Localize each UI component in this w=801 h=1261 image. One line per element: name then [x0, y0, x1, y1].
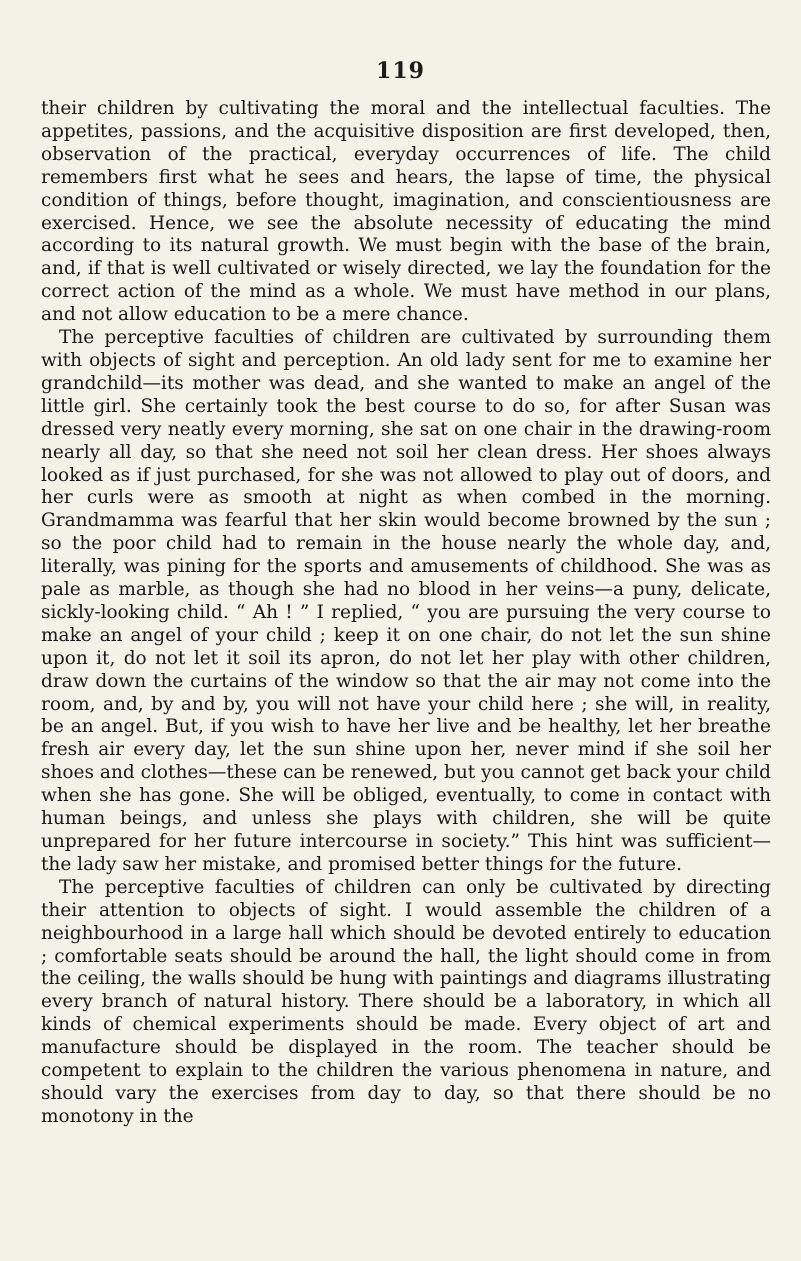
paragraph-2: The perceptive faculties of children are cultivated by surrounding them with objects of sight and perception. An old lady sent for me to examine her grandchild—its mother was dead, and she wanted to make an angel of the little girl. She certainly took the best course to do so, for after Susan was dressed very neatly every morning, she sat on one chair in the drawing-room nearly all day, so that she need not soil her clean dress. Her shoes always looked as if just purchased, for she was not allowed to play out of doors, and her curls were as smooth at night as when combed in the morning. Grandmamma was fearful that her skin would become browned by the sun ; so the poor child had to remain in the house nearly the whole day, and, literally, was pining for the sports and amusements of childhood. She was as pale as marble, as though she had no blood in her veins—a puny, delicate, sickly-looking child. “ Ah ! ” I replied, “ you are pursuing the very course to make an angel of your child ; keep it on one chair, do not let the sun shine upon it, do not let it soil its apron, do not let her play with other children, draw down the curtains of the window so that the air may not come into the room, and, by and by, you will not have your child here ; she will, in reality, be an angel. But, if you wish to have her live and be healthy, let her breathe fresh air every day, let the sun shine upon her, never mind if she soil her shoes and clothes—these can be renewed, but you cannot get back your child when she has gone. She will be obliged, eventually, to come in contact with human beings, and unless she plays with children, she will be quite unprepared for her future intercourse in society.” This hint was sufficient—the lady saw her mistake, and promised better things for the future.	[41, 327, 771, 875]
paragraph-3: The perceptive faculties of children can only be cultivated by directing their attention to objects of sight. I would assemble the children of a neighbourhood in a large hall which should be devoted entirely to education ; comfortable seats should be around the hall, the light should come in from the ceiling, the walls should be hung with paintings and diagrams illustrating every branch of natural history. There should be a laboratory, in which all kinds of chemical experiments should be made. Every object of art and manufacture should be displayed in the room. The teacher should be competent to explain to the children the various phenomena in nature, and should vary the exercises from day to day, so that there should be no monotony in the	[41, 876, 771, 1127]
body-text	[41, 98, 771, 1129]
page-number: 119	[376, 58, 425, 84]
paragraph-1: their children by cultivating the moral and the intellectual faculties. The appetites, passions, and the acquisitive disposition are first developed, then, observation of the practical, everyday occurrences of life. The child remembers first what he sees and hears, the lapse of time, the physical condition of things, before thought, imagination, and conscientiousness are exercised. Hence, we see the absolute necessity of educating the mind according to its natural growth. We must begin with the base of the brain, and, if that is well cultivated or wisely directed, we lay the foundation for the correct action of the mind as a whole. We must have method in our plans, and not allow education to be a mere chance.	[41, 98, 771, 326]
